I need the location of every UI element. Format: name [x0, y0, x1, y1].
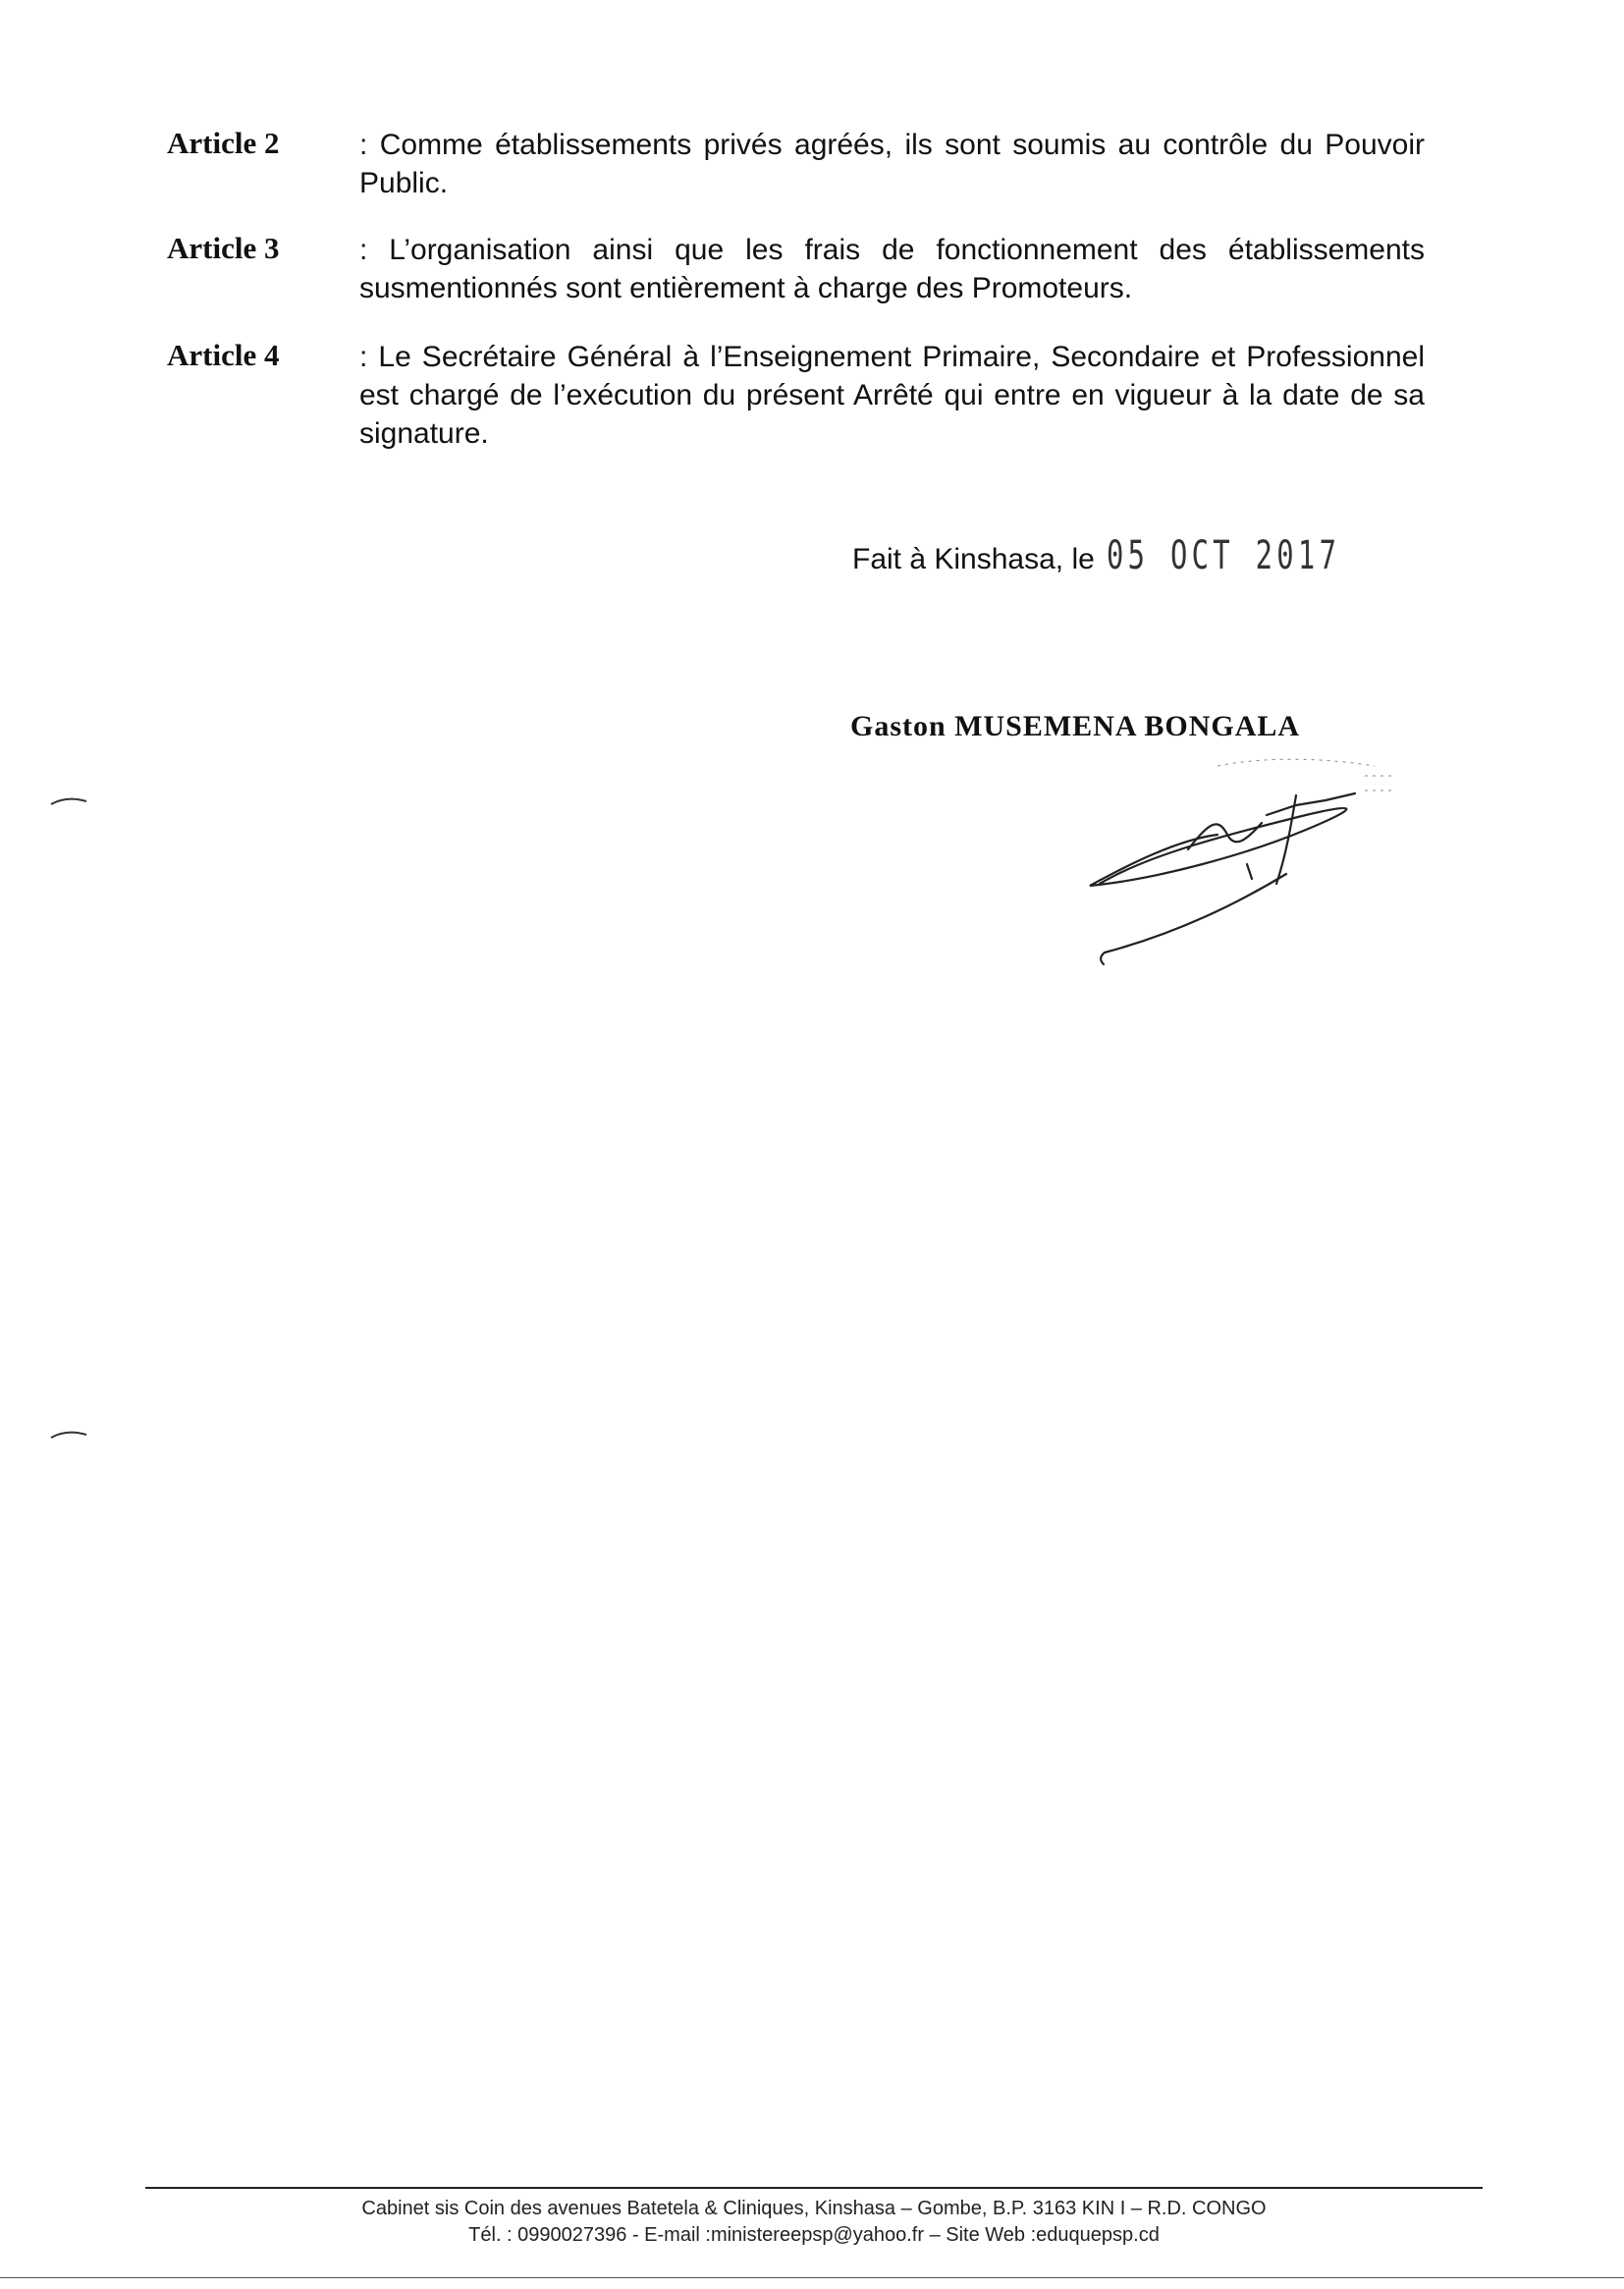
- scan-mark: [49, 1429, 88, 1441]
- article-label: Article 3: [167, 231, 280, 265]
- bottom-divider: [0, 2277, 1624, 2278]
- footer: [145, 2196, 1483, 2249]
- footer-address: Cabinet sis Coin des avenues Batetela & Cliniques, Kinshasa – Gombe, B.P. 3163 KIN I – R.D. CONGO: [361, 2198, 1267, 2219]
- article-text: : L’organisation ainsi que les frais de fonctionnement des établissements susmentionnés sont entièrement à charge des Promoteurs.: [359, 234, 1425, 304]
- signatory-name: Gaston MUSEMENA BONGALA: [850, 710, 1301, 742]
- handwritten-signature: [1070, 746, 1424, 972]
- footer-contact: Tél. : 0990027396 - E-mail :ministereepsp@yahoo.fr – Site Web :eduquepsp.cd: [468, 2224, 1160, 2246]
- article-label: Article 4: [167, 338, 280, 372]
- article-text: : Le Secrétaire Général à l’Enseignement Primaire, Secondaire et Professionnel est chargé de l’exécution du présent Arrêté qui entre en vigueur à la date de sa signature.: [359, 341, 1425, 450]
- date-stamp: 05 OCT 2017: [1107, 533, 1341, 578]
- place-and-date: [852, 533, 1432, 579]
- footer-divider: [145, 2187, 1483, 2189]
- place-prefix: Fait à Kinshasa, le: [852, 543, 1095, 575]
- article-text: : Comme établissements privés agréés, ils sont soumis au contrôle du Pouvoir Public.: [359, 129, 1425, 199]
- scan-mark: [49, 795, 88, 807]
- article-label: Article 2: [167, 126, 280, 160]
